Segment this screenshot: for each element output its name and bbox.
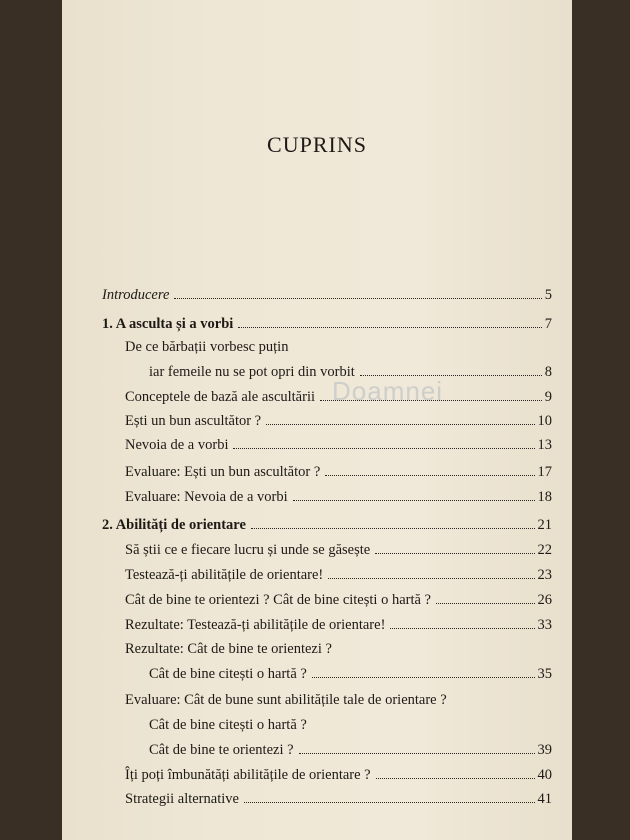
toc-entry-evaluare-orientare [149,742,552,759]
toc-entry-label-line2: iar femeile nu se pot opri din vorbit [149,364,355,380]
toc-entry-page: 13 [537,437,552,453]
toc-entry-page: 26 [537,592,552,608]
toc-entry-label: 2. Abilități de orientare [102,517,246,533]
toc-entry-page: 22 [537,542,552,558]
toc-entry [125,542,552,559]
leader-dots [244,802,535,803]
leader-dots [238,327,541,328]
toc-entry-label: Să știi ce e fiecare lucru și unde se găsește [125,542,371,558]
toc-entry-label: Îți poți îmbunătăți abilitățile de orientare ? [125,767,371,783]
toc-entry-label: Conceptele de bază ale ascultării [125,389,316,405]
toc-entry-page: 7 [544,316,552,332]
leader-dots [376,778,535,779]
toc-entry-label-line2: Cât de bine citești o hartă ? [149,666,307,682]
leader-dots [293,500,535,501]
page-title: CUPRINS [267,132,367,157]
toc-entry-page: 41 [537,791,552,807]
toc-entry-label: Nevoia de a vorbi [125,437,229,453]
toc-entry [125,592,552,609]
toc-entry-de-ce-barbatii [149,364,552,381]
toc-entry-page: 5 [544,287,552,303]
leader-dots [320,400,542,401]
toc-entry [125,489,552,506]
toc-entry-page: 10 [537,413,552,429]
toc-entry-label: Evaluare: Ești un bun ascultător ? [125,464,321,480]
toc-entry-label-line1: De ce bărbații vorbesc puțin [125,339,289,355]
toc-entry-page: 40 [537,767,552,783]
toc-entry-label-line3: Cât de bine te orientezi ? [149,742,294,758]
toc-entry [125,567,552,584]
leader-dots [251,528,535,529]
toc-entry [125,413,552,430]
leader-dots [299,753,535,754]
toc-chapter-1 [102,316,552,333]
leader-dots [360,375,542,376]
leader-dots [312,677,535,678]
toc-entry-label-line1: Rezultate: Cât de bine te orientezi ? [125,641,332,657]
toc-entry [125,617,552,634]
toc-entry-label: 1. A asculta și a vorbi [102,316,234,332]
toc-entry [125,791,552,808]
toc-entry [125,437,552,454]
leader-dots [266,424,534,425]
toc-entry [125,464,552,481]
leader-dots [328,578,534,579]
toc-entry-page: 23 [537,567,552,583]
leader-dots [233,448,534,449]
book-page [62,0,572,840]
toc-entry-page: 17 [537,464,552,480]
leader-dots [390,628,534,629]
toc-entry-page: 9 [544,389,552,405]
toc-entry-label-line2: Cât de bine citești o hartă ? [149,717,307,733]
leader-dots [174,298,541,299]
toc-entry-label: Evaluare: Nevoia de a vorbi [125,489,288,505]
toc-entry-label: Strategii alternative [125,791,239,807]
toc-entry-page: 33 [537,617,552,633]
toc-entry-label: Testează-ți abilitățile de orientare! [125,567,324,583]
toc-chapter-2 [102,517,552,534]
toc-entry-page: 35 [537,666,552,682]
toc-entry [125,767,552,784]
leader-dots [325,475,534,476]
toc-entry-page: 18 [537,489,552,505]
toc-entry-page: 39 [537,742,552,758]
toc-entry [125,389,552,406]
toc-entry-label-line1: Evaluare: Cât de bune sunt abilitățile tale de orientare ? [125,692,447,708]
toc-entry-label: Cât de bine te orientezi ? Cât de bine citești o hartă ? [125,592,431,608]
toc-entry-label: Rezultate: Testează-ți abilitățile de orientare! [125,617,386,633]
toc-entry-label: Introducere [102,287,170,303]
toc-entry-rezultate-orientare [149,666,552,683]
toc-entry-label: Ești un bun ascultător ? [125,413,262,429]
leader-dots [436,603,535,604]
leader-dots [375,553,534,554]
toc-entry-page: 8 [544,364,552,380]
toc-entry-page: 21 [537,517,552,533]
watermark: Doamnei [332,376,444,406]
toc-entry-introducere [102,287,552,304]
